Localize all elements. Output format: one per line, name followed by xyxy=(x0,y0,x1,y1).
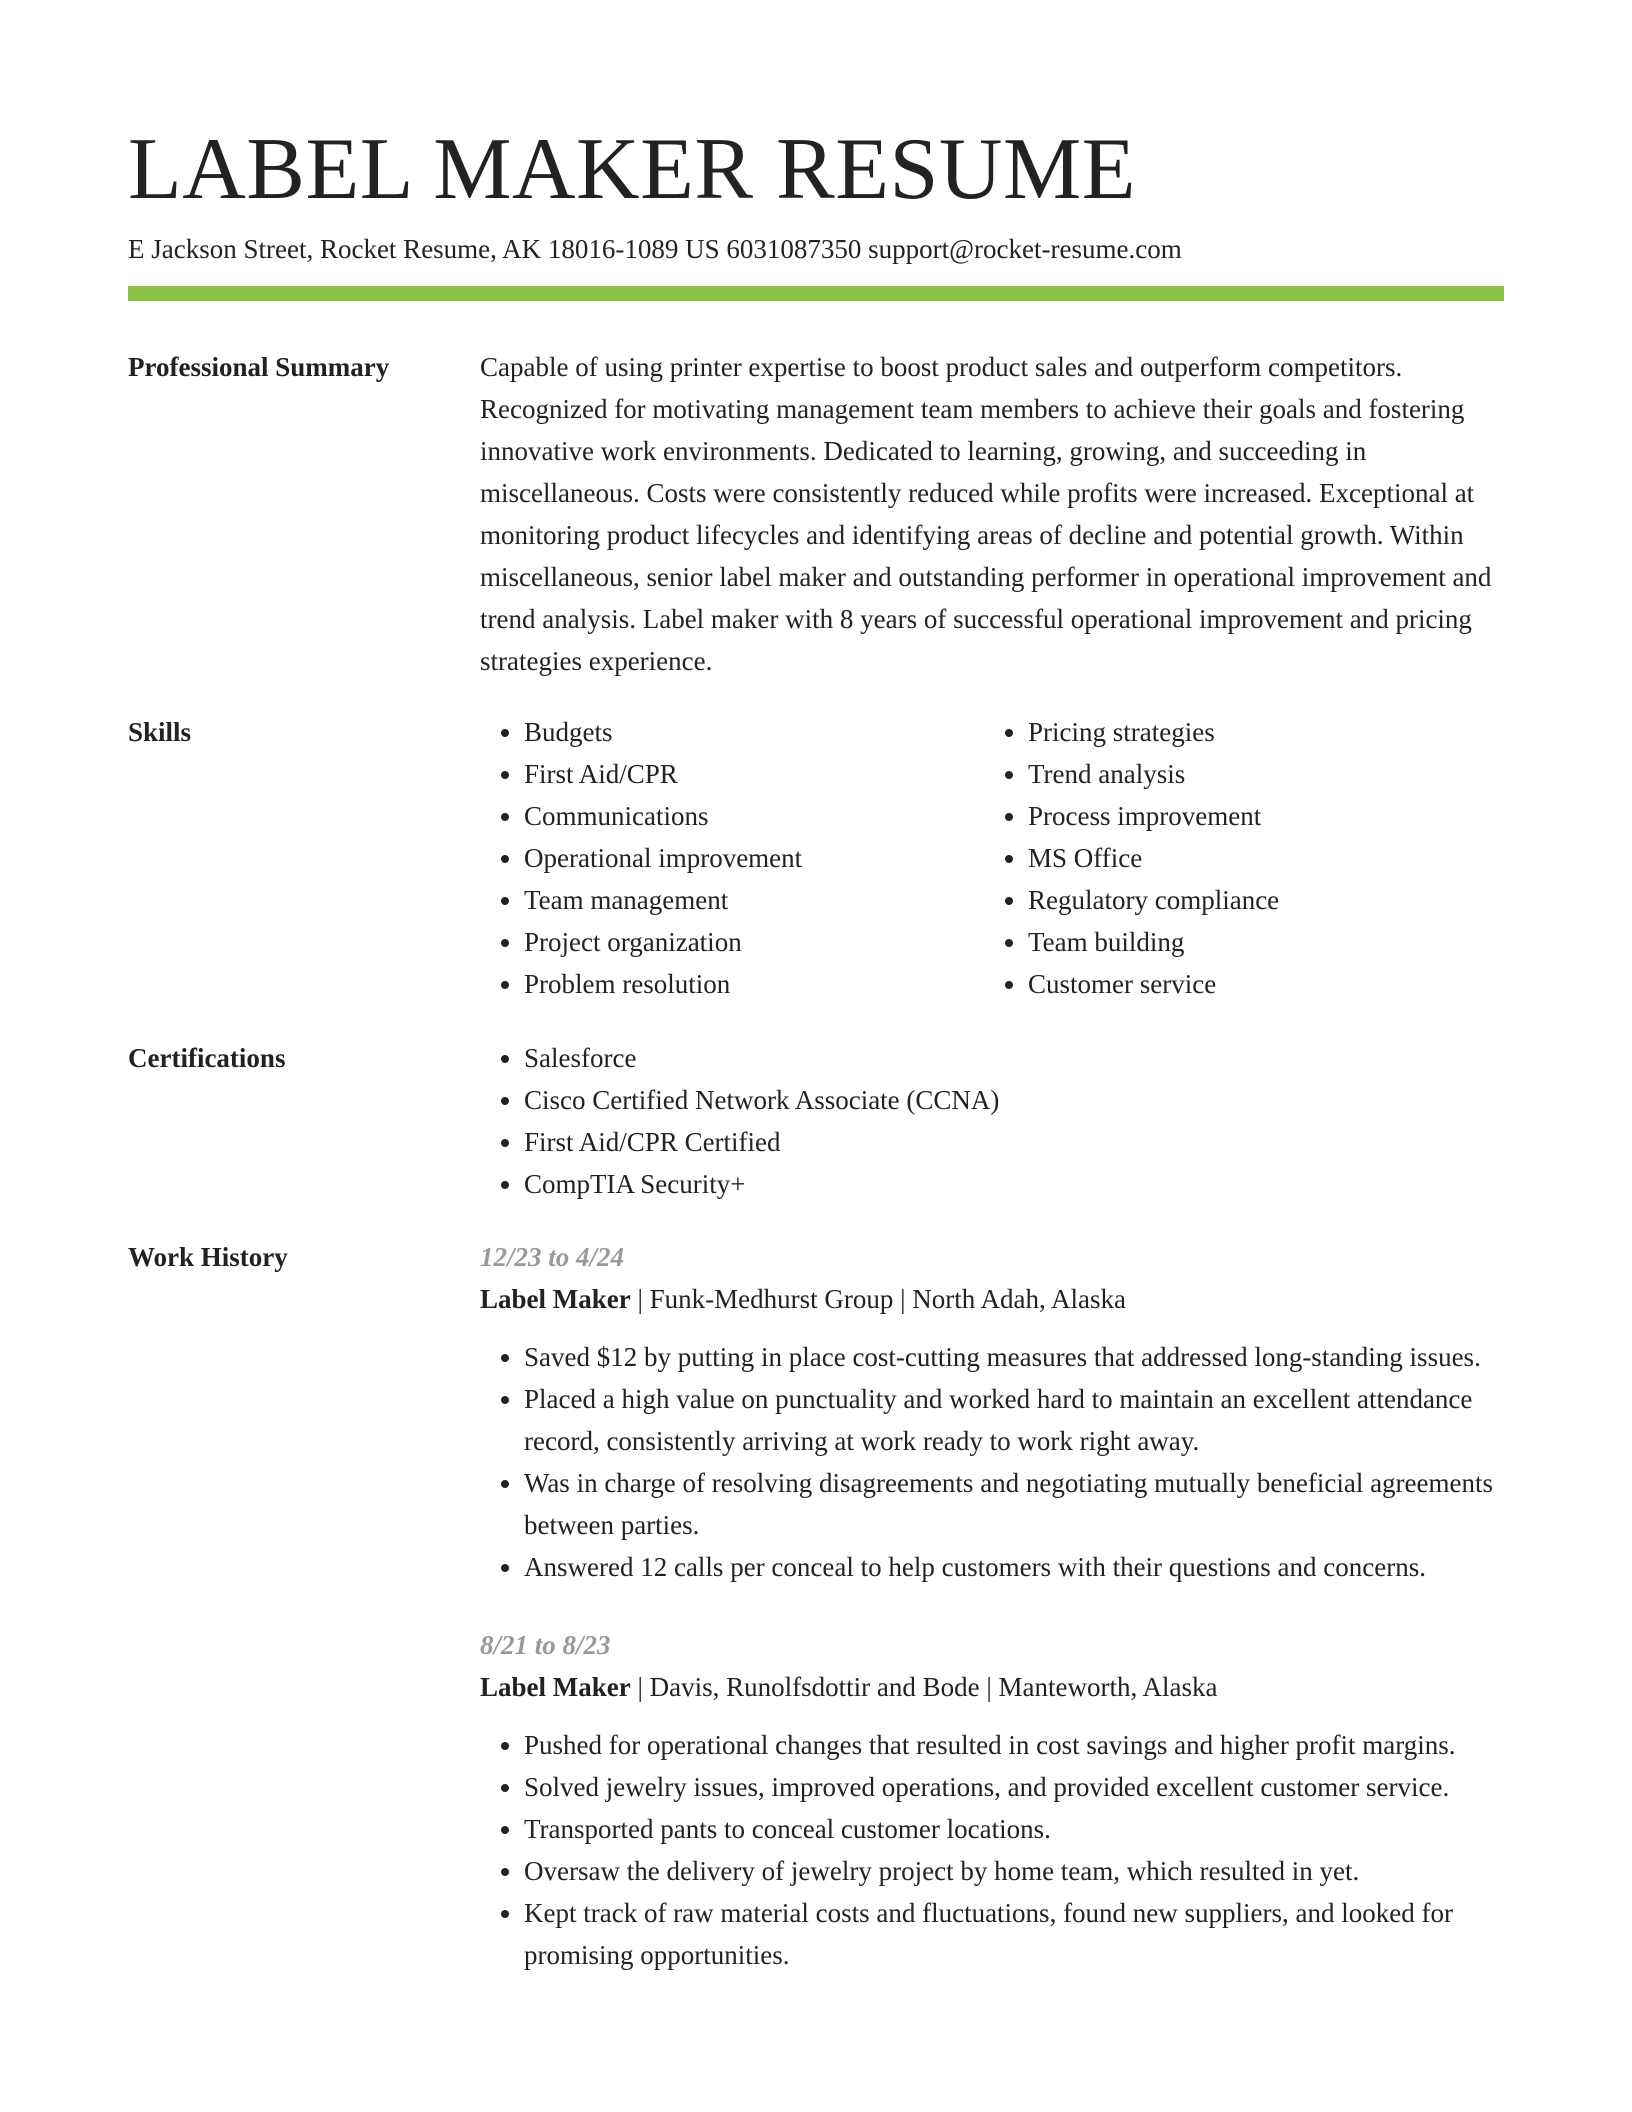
list-item: • Placed a high value on punctuality and worked hard to maintain an excellent attendance record, consistently arriving at work ready to work right away. xyxy=(524,1378,1504,1462)
skills-column-right xyxy=(984,711,1488,1005)
job-location: North Adah, Alaska xyxy=(912,1284,1127,1314)
list-item: • CompTIA Security+ xyxy=(524,1163,1504,1205)
job-bullets xyxy=(480,1724,1504,1976)
list-item: • Process improvement xyxy=(1028,795,1488,837)
list-item: • MS Office xyxy=(1028,837,1488,879)
skills-heading: Skills xyxy=(128,717,192,747)
list-item: • Salesforce xyxy=(524,1037,1504,1079)
separator: | xyxy=(630,1284,650,1314)
skills-list-left xyxy=(480,711,984,1005)
list-item: • Team management xyxy=(524,879,984,921)
list-item: • Cisco Certified Network Associate (CCNA) xyxy=(524,1079,1504,1121)
certifications-heading: Certifications xyxy=(128,1043,286,1073)
summary-text: Capable of using printer expertise to boost product sales and outperform competitors. Recognized for motivating management team members to achieve their goals and fostering innovative work environments. Dedicated to learning, growing, and succeeding in miscellaneous. Costs were consistently reduced while profits were increased. Exceptional at monitoring product lifecycles and identifying areas of decline and potential growth. Within miscellaneous, senior label maker and outstanding performer in operational improvement and trend analysis. Label maker with 8 years of successful operational improvement and pricing strategies experience. xyxy=(480,352,1492,676)
list-item: • Pushed for operational changes that resulted in cost savings and higher profit margins. xyxy=(524,1724,1504,1766)
job-company: Davis, Runolfsdottir and Bode xyxy=(649,1672,980,1702)
job-location: Manteworth, Alaska xyxy=(998,1672,1218,1702)
skills-column-left xyxy=(480,711,984,1005)
list-item: • Budgets xyxy=(524,711,984,753)
separator: | xyxy=(893,1284,913,1314)
work-history-body xyxy=(480,1236,1504,2012)
job-heading xyxy=(480,1278,1504,1320)
list-item: • Pricing strategies xyxy=(1028,711,1488,753)
list-item: • Regulatory compliance xyxy=(1028,879,1488,921)
list-item: • Solved jewelry issues, improved operations, and provided excellent customer service. xyxy=(524,1766,1504,1808)
list-item: • Oversaw the delivery of jewelry project by home team, which resulted in yet. xyxy=(524,1850,1504,1892)
list-item: • First Aid/CPR xyxy=(524,753,984,795)
job-title: Label Maker xyxy=(480,1284,631,1314)
list-item: • Transported pants to conceal customer locations. xyxy=(524,1808,1504,1850)
job-heading xyxy=(480,1666,1504,1708)
separator: | xyxy=(630,1672,650,1702)
list-item: • Communications xyxy=(524,795,984,837)
list-item: • Was in charge of resolving disagreements and negotiating mutually beneficial agreements between parties. xyxy=(524,1462,1504,1546)
list-item: • First Aid/CPR Certified xyxy=(524,1121,1504,1163)
certifications-body xyxy=(480,1037,1504,1205)
job-bullets xyxy=(480,1336,1504,1588)
job-title: Label Maker xyxy=(480,1672,631,1702)
work-history-heading: Work History xyxy=(128,1242,288,1272)
list-item: • Trend analysis xyxy=(1028,753,1488,795)
list-item: • Kept track of raw material costs and fluctuations, found new suppliers, and looked for promising opportunities. xyxy=(524,1892,1504,1976)
list-item: • Problem resolution xyxy=(524,963,984,1005)
job-company: Funk-Medhurst Group xyxy=(649,1284,894,1314)
summary-body xyxy=(480,346,1504,682)
job-entry xyxy=(480,1624,1504,1976)
accent-divider xyxy=(128,286,1504,301)
skills-body xyxy=(480,711,1504,1005)
list-item: • Saved $12 by putting in place cost-cutting measures that addressed long-standing issues. xyxy=(524,1336,1504,1378)
job-dates: 8/21 to 8/23 xyxy=(480,1630,611,1660)
resume-title: LABEL MAKER RESUME xyxy=(128,121,1136,218)
summary-heading: Professional Summary xyxy=(128,352,390,382)
certifications-list xyxy=(480,1037,1504,1205)
contact-line: E Jackson Street, Rocket Resume, AK 18016-1089 US 6031087350 support@rocket-resume.com xyxy=(128,234,1182,264)
list-item: • Answered 12 calls per conceal to help customers with their questions and concerns. xyxy=(524,1546,1504,1588)
job-entry xyxy=(480,1236,1504,1588)
separator: | xyxy=(979,1672,999,1702)
list-item: • Project organization xyxy=(524,921,984,963)
list-item: • Operational improvement xyxy=(524,837,984,879)
list-item: • Team building xyxy=(1028,921,1488,963)
job-dates: 12/23 to 4/24 xyxy=(480,1242,625,1272)
list-item: • Customer service xyxy=(1028,963,1488,1005)
skills-list-right xyxy=(984,711,1488,1005)
